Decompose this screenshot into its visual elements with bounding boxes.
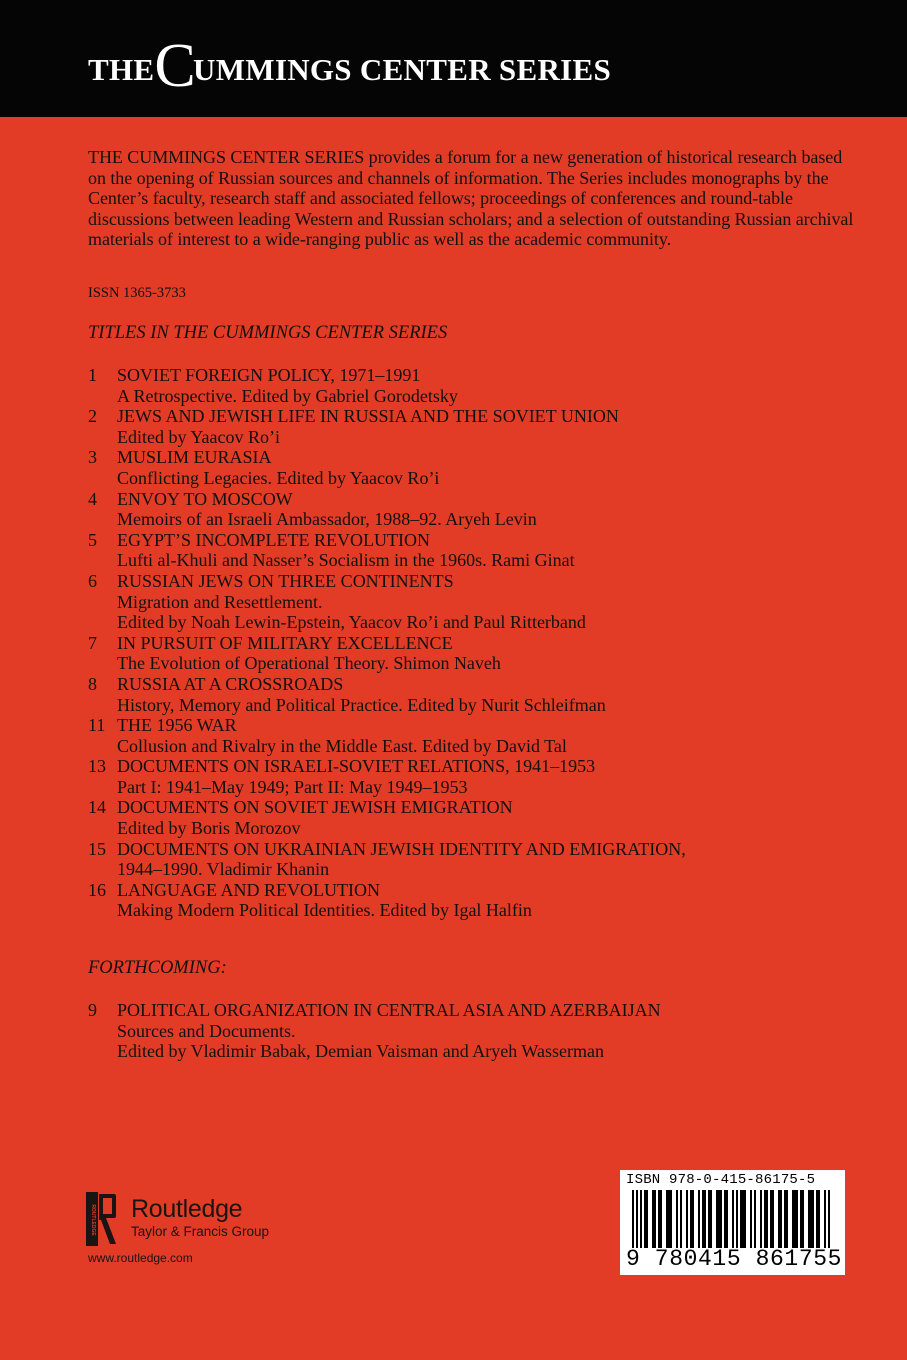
barcode-bar	[658, 1190, 662, 1248]
barcode-bar	[764, 1190, 768, 1248]
issn: ISSN 1365-3733	[88, 285, 186, 301]
book-subtitle: Edited by Vladimir Babak, Demian Vaisman and Aryeh Wasserman	[117, 1041, 604, 1062]
book-subtitle: Edited by Noah Lewin-Epstein, Yaacov Ro’i and Paul Ritterband	[117, 612, 586, 633]
book-entry	[88, 489, 868, 530]
isbn-label: ISBN 978-0-415-86175-5	[626, 1172, 816, 1188]
book-number: 13	[88, 756, 106, 777]
book-number: 4	[88, 488, 97, 509]
barcode-bar	[800, 1190, 804, 1248]
book-title: DOCUMENTS ON UKRAINIAN JEWISH IDENTITY AND EMIGRATION,	[117, 838, 686, 859]
book-subtitle: Making Modern Political Identities. Edited by Igal Halfin	[117, 900, 532, 921]
book-subtitle: Part I: 1941–May 1949; Part II: May 1949–1953	[117, 776, 468, 797]
book-number: 11	[88, 715, 106, 736]
titles-heading: TITLES IN THE CUMMINGS CENTER SERIES	[88, 323, 448, 343]
book-entry	[88, 365, 868, 406]
book-subtitle: Collusion and Rivalry in the Middle East. Edited by David Tal	[117, 735, 567, 756]
book-title: MUSLIM EURASIA	[117, 447, 272, 468]
barcode-bar	[808, 1190, 814, 1248]
book-subtitle: The Evolution of Operational Theory. Shimon Naveh	[117, 653, 501, 674]
barcode-bar	[716, 1190, 722, 1248]
barcode-bar	[828, 1190, 830, 1248]
book-subtitle: Conflicting Legacies. Edited by Yaacov Ro’i	[117, 467, 440, 488]
book-subtitle: Lufti al-Khuli and Nasser’s Socialism in the 1960s. Rami Ginat	[117, 550, 575, 571]
book-number: 15	[88, 838, 106, 859]
book-title: IN PURSUIT OF MILITARY EXCELLENCE	[117, 632, 453, 653]
barcode-bar	[632, 1190, 634, 1248]
book-title: POLITICAL ORGANIZATION IN CENTRAL ASIA AND AZERBAIJAN	[117, 1000, 661, 1020]
barcode-box	[620, 1170, 845, 1275]
barcode-bar	[636, 1190, 638, 1248]
barcode-bar	[724, 1190, 728, 1248]
book-entry	[88, 880, 868, 921]
book-number: 14	[88, 797, 106, 818]
barcode-bar	[702, 1190, 706, 1248]
barcode-bar	[750, 1190, 752, 1248]
titles-list	[88, 365, 868, 921]
book-subtitle: A Retrospective. Edited by Gabriel Gorodetsky	[117, 385, 458, 406]
book-subtitle: History, Memory and Political Practice. Edited by Nurit Schleifman	[117, 694, 606, 715]
publisher-name: Routledge	[131, 1195, 243, 1223]
book-number: 9	[88, 1000, 97, 1020]
barcode-bar	[736, 1190, 738, 1248]
publisher-website: www.routledge.com	[88, 1251, 193, 1265]
book-number: 7	[88, 632, 97, 653]
book-title: JEWS AND JEWISH LIFE IN RUSSIA AND THE SOVIET UNION	[117, 406, 619, 427]
book-number: 16	[88, 879, 106, 900]
header-band	[0, 0, 907, 117]
book-number: 2	[88, 406, 97, 427]
book-entry	[88, 406, 868, 447]
barcode-bar	[640, 1190, 642, 1248]
book-entry	[88, 715, 868, 756]
book-number: 1	[88, 365, 97, 385]
book-entry	[88, 1000, 868, 1062]
barcode-bar	[792, 1190, 798, 1248]
book-entry	[88, 571, 868, 633]
series-title-big-letter: C	[154, 32, 197, 100]
book-subtitle: Migration and Resettlement.	[117, 591, 323, 612]
book-number: 6	[88, 570, 97, 591]
book-title: RUSSIAN JEWS ON THREE CONTINENTS	[117, 570, 454, 591]
book-title: THE 1956 WAR	[117, 715, 237, 736]
routledge-vertical-text: ROUTLEDGE	[90, 1204, 96, 1236]
book-entry	[88, 447, 868, 488]
book-entry	[88, 797, 868, 838]
barcode-bar	[760, 1190, 762, 1248]
book-number: 8	[88, 673, 97, 694]
book-subtitle: Edited by Yaacov Ro’i	[117, 426, 280, 447]
barcode-bar	[698, 1190, 700, 1248]
series-title-prefix: THE	[88, 52, 155, 87]
forthcoming-heading: FORTHCOMING:	[88, 958, 227, 978]
book-number: 3	[88, 447, 97, 468]
book-entry	[88, 756, 868, 797]
publisher-group: Taylor & Francis Group	[131, 1224, 270, 1239]
series-title-rest: UMMINGS CENTER SERIES	[193, 52, 612, 87]
book-entry	[88, 674, 868, 715]
series-title	[88, 32, 612, 100]
forthcoming-list	[88, 1000, 868, 1062]
barcode-bar	[652, 1190, 656, 1248]
book-subtitle: 1944–1990. Vladimir Khanin	[117, 859, 330, 880]
book-entry	[88, 530, 868, 571]
book-title: RUSSIA AT A CROSSROADS	[117, 673, 344, 694]
barcode-bar	[816, 1190, 820, 1248]
barcode-bar	[778, 1190, 782, 1248]
book-subtitle: Edited by Boris Morozov	[117, 818, 301, 839]
barcode-bar	[732, 1190, 734, 1248]
barcode-bar	[644, 1190, 648, 1248]
book-title: EGYPT’S INCOMPLETE REVOLUTION	[117, 529, 430, 550]
barcode-bar	[680, 1190, 682, 1248]
barcode-bar	[690, 1190, 694, 1248]
series-description: THE CUMMINGS CENTER SERIES provides a forum for a new generation of historical research based on the opening of Russian sources and channels of information. The Series includes monographs by the Center’s faculty, research staff and associated fellows; proceedings of conferences and round-table discussions between leading Western and Russian scholars; and a selection of outstanding Russian archival materials of interest to a wide-ranging public as well as the academic community.	[88, 147, 854, 249]
book-title: DOCUMENTS ON SOVIET JEWISH EMIGRATION	[117, 797, 513, 818]
book-title: SOVIET FOREIGN POLICY, 1971–1991	[117, 365, 421, 385]
book-title: DOCUMENTS ON ISRAELI-SOVIET RELATIONS, 1941–1953	[117, 756, 596, 777]
barcode-bar	[824, 1190, 826, 1248]
barcode-bar	[770, 1190, 774, 1248]
book-entry	[88, 839, 868, 880]
barcode-bar	[784, 1190, 788, 1248]
book-title: LANGUAGE AND REVOLUTION	[117, 879, 380, 900]
book-subtitle: Sources and Documents.	[117, 1020, 296, 1041]
barcode-bar	[676, 1190, 678, 1248]
book-entry	[88, 633, 868, 674]
barcode-bar	[666, 1190, 672, 1248]
barcode-bar	[708, 1190, 712, 1248]
barcode-bar	[686, 1190, 688, 1248]
barcode-bar	[740, 1190, 746, 1248]
barcode-digits: 9 780415 861755	[626, 1246, 843, 1272]
book-subtitle: Memoirs of an Israeli Ambassador, 1988–92. Aryeh Levin	[117, 509, 537, 530]
barcode-bar	[754, 1190, 756, 1248]
book-title: ENVOY TO MOSCOW	[117, 488, 293, 509]
book-number: 5	[88, 529, 97, 550]
routledge-mark-icon	[86, 1192, 116, 1246]
barcode-bars	[632, 1190, 832, 1248]
